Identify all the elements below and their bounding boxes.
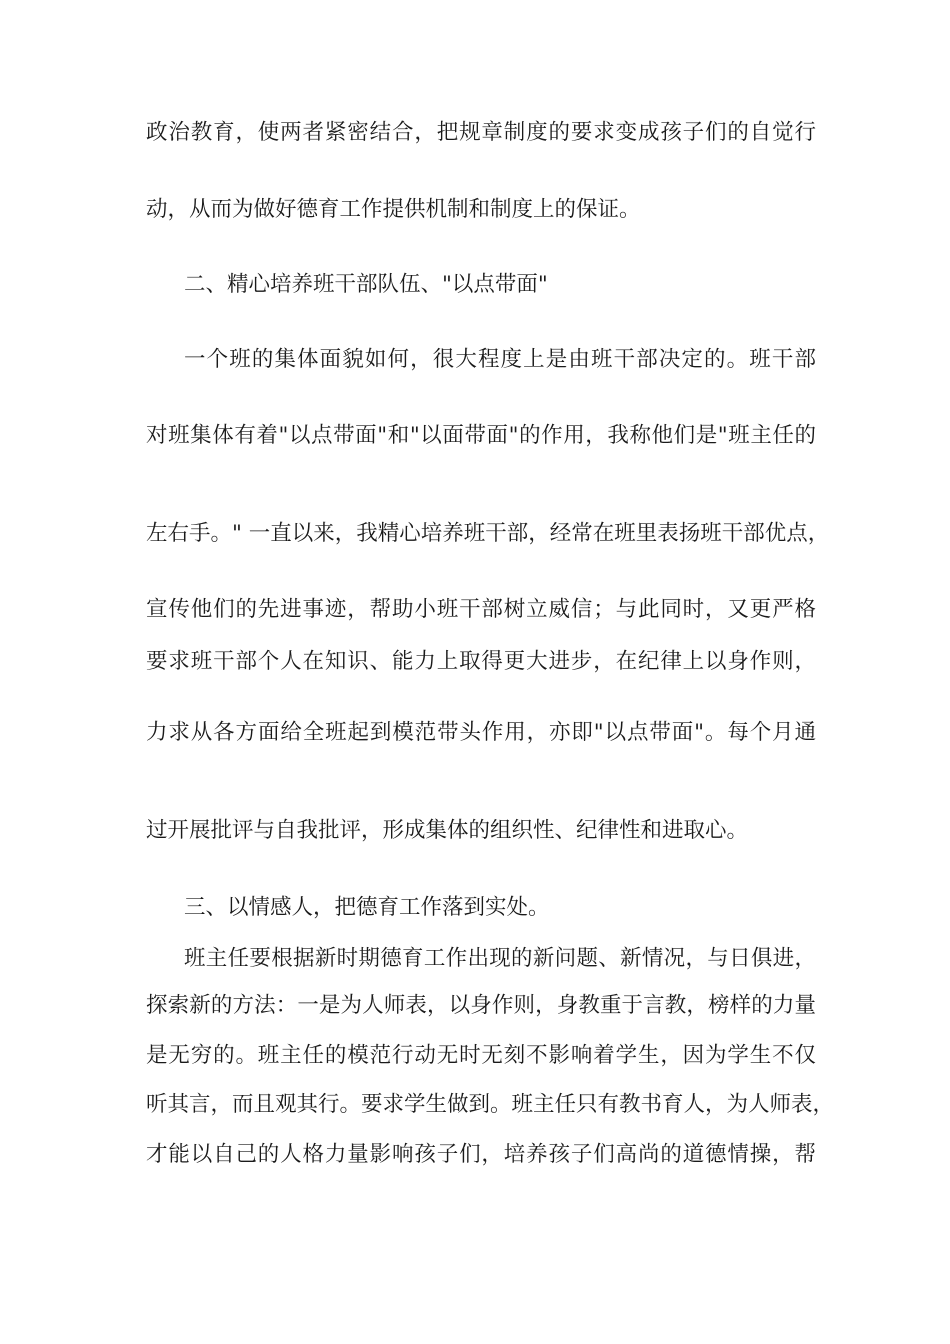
paragraph-line: 探索新的方法：一是为人师表，以身作则，身教重于言教，榜样的力量	[146, 993, 816, 1018]
paragraph-line: 宣传他们的先进事迹，帮助小班干部树立威信；与此同时，又更严格	[146, 597, 816, 622]
paragraph-line: 才能以自己的人格力量影响孩子们，培养孩子们高尚的道德情操，帮	[146, 1142, 816, 1167]
paragraph-line: 听其言，而且观其行。要求学生做到。班主任只有教书育人，为人师表，	[146, 1092, 835, 1117]
section-heading: 三、以情感人，把德育工作落到实处。	[184, 895, 550, 920]
paragraph-line: 左右手。" 一直以来，我精心培养班干部，经常在班里表扬班干部优点，	[146, 521, 830, 546]
paragraph-line: 动，从而为做好德育工作提供机制和制度上的保证。	[146, 197, 641, 222]
paragraph-line: 是无穷的。班主任的模范行动无时无刻不影响着学生，因为学生不仅	[146, 1043, 816, 1068]
paragraph-line: 要求班干部个人在知识、能力上取得更大进步，在纪律上以身作则，	[146, 649, 816, 674]
paragraph-line: 力求从各方面给全班起到模范带头作用，亦即"以点带面"。每个月通	[146, 720, 816, 745]
paragraph-line: 过开展批评与自我批评，形成集体的组织性、纪律性和进取心。	[146, 818, 749, 843]
section-heading: 二、精心培养班干部队伍、"以点带面"	[184, 272, 548, 297]
paragraph-line: 班主任要根据新时期德育工作出现的新问题、新情况，与日俱进，	[184, 946, 816, 971]
paragraph-line: 对班集体有着"以点带面"和"以面带面"的作用，我称他们是"班主任的	[146, 423, 816, 448]
paragraph-line: 一个班的集体面貌如何，很大程度上是由班干部决定的。班干部	[184, 347, 816, 372]
paragraph-line: 政治教育，使两者紧密结合，把规章制度的要求变成孩子们的自觉行	[146, 120, 816, 145]
